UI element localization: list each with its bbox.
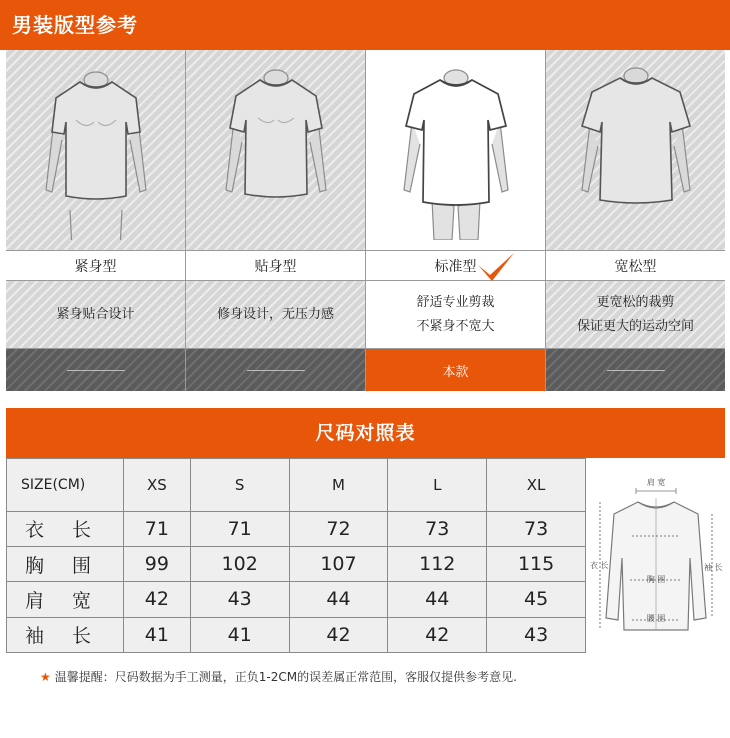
standard-fit-shirt-icon [396,60,516,240]
measurement-diagram [586,458,725,653]
row-label-char: 胸 [25,554,45,577]
row-label-char: 肩 [25,589,45,612]
cell: 42 [124,582,191,617]
cell: 45 [487,582,586,617]
size-unit-label: SIZE(CM) [7,459,124,512]
cell: 42 [289,617,388,652]
row-label-char: 宽 [72,589,92,612]
fit-grid [6,50,725,391]
measurement-note [40,668,517,685]
fit-image-slim [186,50,365,251]
fit-desc-loose [546,281,725,349]
fit-image-tight [6,50,185,251]
current-item-badge: 本款 [366,349,545,391]
cell: 43 [487,617,586,652]
tight-fit-shirt-icon [36,60,156,240]
cell: 41 [124,617,191,652]
cell: 72 [289,511,388,546]
cell: 44 [388,582,487,617]
cell: 71 [124,511,191,546]
fit-desc-line: 保证更大的运动空间 [576,318,694,334]
fit-reference-title: 男装版型参考 [0,0,730,50]
cell: 73 [487,511,586,546]
fit-footer-tight [6,349,185,391]
fit-name-slim: 贴身型 [186,251,365,281]
row-label-char: 衣 [25,519,45,542]
fit-option-tight [6,50,186,391]
fit-name-loose: 宽松型 [546,251,725,281]
row-label-char: 围 [72,554,92,577]
row-label-char: 袖 [25,625,45,648]
note-text: 温馨提醒：尺码数据为手工测量，正负1-2CM的误差属正常范围，客服仅提供参考意见. [54,670,517,684]
fit-image-standard [366,50,545,251]
length-label: 衣 长 [590,561,609,570]
fit-name-standard [366,251,545,281]
cell: 115 [487,546,586,581]
cell: 112 [388,546,487,581]
chest-label: 胸 围 [646,575,666,584]
check-mark-icon [476,251,516,281]
fit-image-loose [546,50,725,251]
row-label-chest [7,546,124,581]
cell: 99 [124,546,191,581]
cell: 41 [190,617,289,652]
fit-name-tight: 紧身型 [6,251,185,281]
fit-desc-line: 修身设计，无压力感 [216,306,334,322]
fit-desc-line: 紧身贴合设计 [56,306,135,322]
waist-label: 腰 围 [646,614,666,623]
fit-desc-tight [6,281,185,349]
sleeve-label: 袖 长 [704,563,723,572]
table-row [7,582,586,617]
fit-desc-line: 更宽松的裁剪 [596,294,675,310]
size-chart-title: 尺码对照表 [6,408,725,458]
fit-name-label: 标准型 [434,258,477,275]
fit-option-slim [186,50,366,391]
fit-desc-standard [366,281,545,349]
table-row [7,511,586,546]
fit-desc-slim [186,281,365,349]
row-label-char: 长 [72,519,92,542]
cell: 43 [190,582,289,617]
cell: 107 [289,546,388,581]
cell: 42 [388,617,487,652]
row-label-char: 长 [72,625,92,648]
size-col-xl: XL [487,459,586,512]
cell: 73 [388,511,487,546]
size-col-xs: XS [124,459,191,512]
row-label-shoulder [7,582,124,617]
fit-desc-line: 不紧身不宽大 [416,318,495,334]
size-chart-table [6,458,586,653]
table-row [7,546,586,581]
size-col-m: M [289,459,388,512]
cell: 102 [190,546,289,581]
fit-option-loose [546,50,725,391]
size-header-row [7,459,586,512]
shoulder-label: 肩 宽 [646,478,666,487]
fit-footer-loose [546,349,725,391]
shirt-measurement-icon [586,458,725,653]
row-label-length [7,511,124,546]
fit-desc-line: 舒适专业剪裁 [416,294,495,310]
star-icon: ★ [40,670,51,684]
slim-fit-shirt-icon [216,60,336,240]
size-col-l: L [388,459,487,512]
cell: 71 [190,511,289,546]
table-row [7,617,586,652]
row-label-sleeve [7,617,124,652]
fit-footer-slim [186,349,365,391]
loose-fit-shirt-icon [576,60,696,240]
fit-option-standard [366,50,546,391]
size-col-s: S [190,459,289,512]
cell: 44 [289,582,388,617]
